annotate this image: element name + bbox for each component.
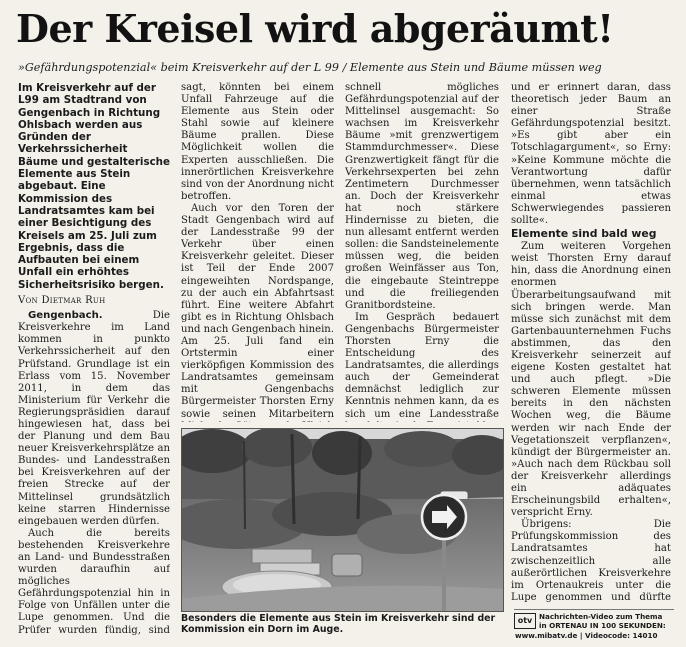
tv-logo-icon: otv	[514, 613, 536, 629]
video-line-1: Nachrichten-Video zum Thema	[539, 612, 663, 621]
col3-paragraph-2: Im Gespräch bedauert Gengenbachs Bürgermeister Thorsten Erny die Entscheidung des Landratsamtes, die allerdings auch der Gemeinderat demnächst lediglich zur Kenntnis nehmen kann, da es sich um eine Landesstraße	[345, 311, 499, 420]
col2-paragraph-2: Auch vor den Toren der Stadt Gengenbach wird auf der Landesstraße 99 der Verkehr über einen Kreisverkehr geleitet. Dieser ist Teil der Ende 2007 eingeweihten Nordspange, zu der auch ein Abfahrtsast führt. Eine weitere Abfahrt gibt es in Richtung Ohlsbach und nach Gengenbach hinein. Am 25. Juli fand ein Ortstermin einer vierköpfigen Kommission des Landratsamtes gemeinsam mit Gengenbachs Bürgermeister Thorsten Erny sowie seinen Mitarbeitern	[181, 202, 334, 420]
col4-paragraph-3: Übrigens: Die Prüfungskommission des Landratsamtes hat zwischenzeitlich alle außerörtlichen Kreisverkehre im Ortenaukreis unter die Lupe genommen und dürfte	[511, 519, 671, 603]
col1-paragraph-1: Die Kreisverkehre im Land kommen in punkto Verkehrssicherheit auf den Prüfstand. Grundlage ist ein Erlass vom 15. November 2011, in dem das Ministerium für Verkehr die Regierungspräsidien darauf hingewiesen hat, dass bei der Planung und dem Bau neuer Kreisverkehrsplätze an Bundes- und Landesstraßen bei Kreisverkehren auf der freien Strecke auf der Mittelinsel grundsätzlich keine starren Hindernisse eingebauen werden dürfen.	[18, 310, 170, 527]
col1-paragraph-2: Auch die bereits bestehenden Kreisverkehre an Land- und Bundesstraßen wurden daraufhin auf mögliches Gefährdungspotenzial hin in Folge von Unfällen unter die Lupe genommen. Und die Prüfer wurden fündig, sind	[18, 527, 170, 636]
video-box[interactable]	[514, 609, 674, 640]
col2-paragraph-1: sagt, könnten bei einem Unfall Fahrzeuge auf die Elemente aus Stein oder Stahl sowie auf kleinere Bäume prallen. Diese Möglichkeit wollen die Experten ausschließen. Die innerörtlichen Kreisverkehre sind von der Anordnung nicht betroffen.	[181, 82, 334, 202]
article-column-4	[511, 82, 671, 604]
video-link[interactable]: www.mibatv.de | Videocode: 14010	[515, 631, 658, 640]
byline: Von Dietmar Ruh	[18, 295, 106, 307]
article-column-3	[345, 82, 499, 422]
photo-caption: Besonders die Elemente aus Stein im Kreisverkehr sind der Kommission ein Dorn im Auge.	[181, 613, 496, 636]
col4-paragraph-2: Zum weiteren Vorgehen weist Thorsten Erny darauf hin, dass die Anordnung einen enormen Überarbeitungsaufwand mit sich bringen werde. Man müsse sich zunächst mit dem Gartenbauunternehmen Fuchs abstimmen, das den Kreisverkehr seinerzeit auf eigene Kosten gestaltet hat und auch pflegt. »Die schweren Elemente müssen bereits in den nächsten Wochen weg, die Bäume werden wir nach Ende der Vegetationszeit verpflanzen«, kündigt der Bürgermeister an. »Auch nach dem Rückbau soll der Kreisverkehr allerdings ein adäquates Erscheinungsbild erhalten«, verspricht Erny.	[511, 241, 671, 519]
dateline: Gengenbach.	[28, 310, 103, 322]
lead-paragraph: Im Kreisverkehr auf der L99 am Stadtrand von Gengenbach in Richtung Ohlsbach werden aus Gründen der Verkehrssicherheit Bäume und gestalterische Elemente aus Stein abgebaut. Eine Kommission des Landratsamtes kam bei einer Besichtigung des Kreisels am 25. Juli zum Ergebnis, dass die Aufbauten bei einem Unfall ein erhöhtes Sicherheitsrisiko bergen.	[18, 82, 170, 291]
article-column-2	[181, 82, 334, 422]
subline: »Gefährdungspotenzial« beim Kreisverkehr auf der L 99 / Elemente aus Stein und Bäume müssen weg	[18, 61, 602, 74]
article-column-1	[18, 82, 170, 637]
col3-paragraph-1: schnell mögliches Gefährdungspotenzial auf der Mittelinsel ausgemacht: So wachsen im Kreisverkehr Bäume »mit grenzwertigem Stammdurchmesser«. Diese Grenzwertigkeit fängt für die Verkehrsexperten bei zehn Zentimetern Durchmesser an. Doch der Kreisverkehr hat noch stärkere Hindernisse zu bieten, die nun allesamt entfernt werden sollen: die Sandsteinelemente müssen weg, die beiden großen Weinfässer aus Ton, die eingebaute Steintreppe und die freiliegenden Granitbordsteine.	[345, 82, 499, 311]
col4-paragraph-1: und er erinnert daran, dass theoretisch jeder Baum an einer Straße Gefährdungspotenzial besitzt. »Es gibt aber ein Totschlagargument«, so Erny: »Keine Kommune möchte die Verantwortung dafür übernehmen, wenn tatsächlich einmal etwas Schwerwiegendes passieren sollte«.	[511, 82, 671, 227]
roundabout-photo	[181, 428, 504, 612]
headline: Der Kreisel wird abgeräumt!	[16, 6, 614, 51]
video-line-2: in ORTENAU IN 100 SEKUNDEN:	[539, 621, 666, 630]
subheading: Elemente sind bald weg	[511, 227, 657, 241]
